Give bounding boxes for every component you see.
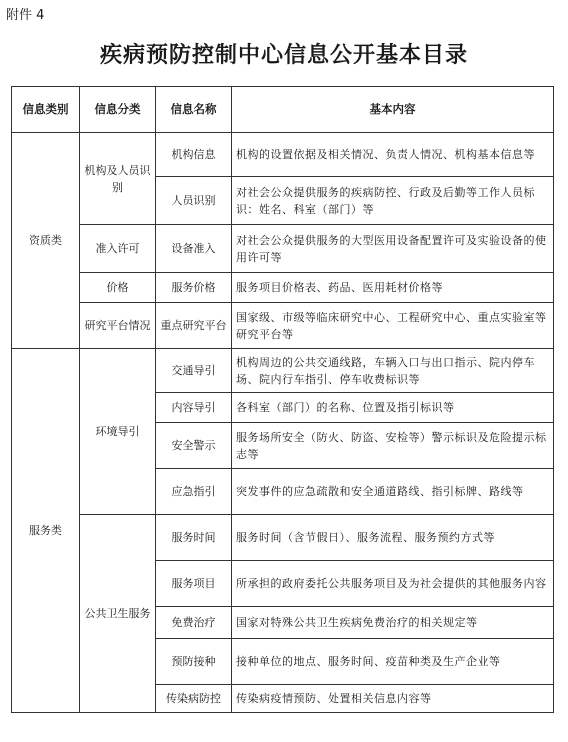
subcategory-permit: 准入许可 [80, 225, 156, 273]
info-content: 对社会公众提供服务的疾病防控、行政及后勤等工作人员标识：姓名、科室（部门）等 [232, 177, 554, 225]
info-content: 突发事件的应急疏散和安全通道路线、指引标牌、路线等 [232, 469, 554, 515]
info-name: 内容导引 [156, 393, 232, 423]
catalog-table [11, 86, 554, 713]
table-row [12, 349, 554, 393]
subcategory-ph: 公共卫生服务 [80, 515, 156, 713]
header-info-category: 信息类别 [12, 87, 80, 133]
info-name: 应急指引 [156, 469, 232, 515]
info-name: 机构信息 [156, 133, 232, 177]
info-name: 传染病防控 [156, 685, 232, 713]
info-name: 预防接种 [156, 639, 232, 685]
info-content: 所承担的政府委托公共服务项目及为社会提供的其他服务内容 [232, 561, 554, 607]
table-row [12, 303, 554, 349]
category-service: 服务类 [12, 349, 80, 713]
table-row [12, 225, 554, 273]
info-name: 交通导引 [156, 349, 232, 393]
attachment-label: 附件 4 [6, 8, 45, 23]
header-info-name: 信息名称 [156, 87, 232, 133]
info-name: 免费治疗 [156, 607, 232, 639]
table-header-row [12, 87, 554, 133]
info-content: 服务时间（含节假日）、服务流程、服务预约方式等 [232, 515, 554, 561]
page-title: 疾病预防控制中心信息公开基本目录 [99, 42, 468, 68]
info-content: 服务项目价格表、药品、医用耗材价格等 [232, 273, 554, 303]
category-qualification: 资质类 [12, 133, 80, 349]
info-name: 服务时间 [156, 515, 232, 561]
info-name: 服务项目 [156, 561, 232, 607]
info-content: 国家级、市级等临床研究中心、工程研究中心、重点实验室等研究平台等 [232, 303, 554, 349]
info-content: 各科室（部门）的名称、位置及指引标识等 [232, 393, 554, 423]
table-row [12, 273, 554, 303]
header-info-classification: 信息分类 [80, 87, 156, 133]
table-row [12, 133, 554, 177]
table-row [12, 515, 554, 561]
info-content: 接种单位的地点、服务时间、疫苗种类及生产企业等 [232, 639, 554, 685]
info-name: 设备准入 [156, 225, 232, 273]
info-content: 机构的设置依据及相关情况、负责人情况、机构基本信息等 [232, 133, 554, 177]
info-content: 服务场所安全（防火、防盗、安检等）警示标识及危险提示标志等 [232, 423, 554, 469]
info-name: 安全警示 [156, 423, 232, 469]
subcategory-org: 机构及人员识别 [80, 133, 156, 225]
info-content: 对社会公众提供服务的大型医用设备配置许可及实验设备的使用许可等 [232, 225, 554, 273]
subcategory-price: 价格 [80, 273, 156, 303]
info-content: 国家对特殊公共卫生疾病免费治疗的相关规定等 [232, 607, 554, 639]
info-name: 人员识别 [156, 177, 232, 225]
subcategory-env: 环境导引 [80, 349, 156, 515]
info-content: 机构周边的公共交通线路，车辆入口与出口指示、院内停车场、院内行车指引、停车收费标识等 [232, 349, 554, 393]
info-name: 服务价格 [156, 273, 232, 303]
info-content: 传染病疫情预防、处置相关信息内容等 [232, 685, 554, 713]
subcategory-research: 研究平台情况 [80, 303, 156, 349]
info-name: 重点研究平台 [156, 303, 232, 349]
header-basic-content: 基本内容 [232, 87, 554, 133]
